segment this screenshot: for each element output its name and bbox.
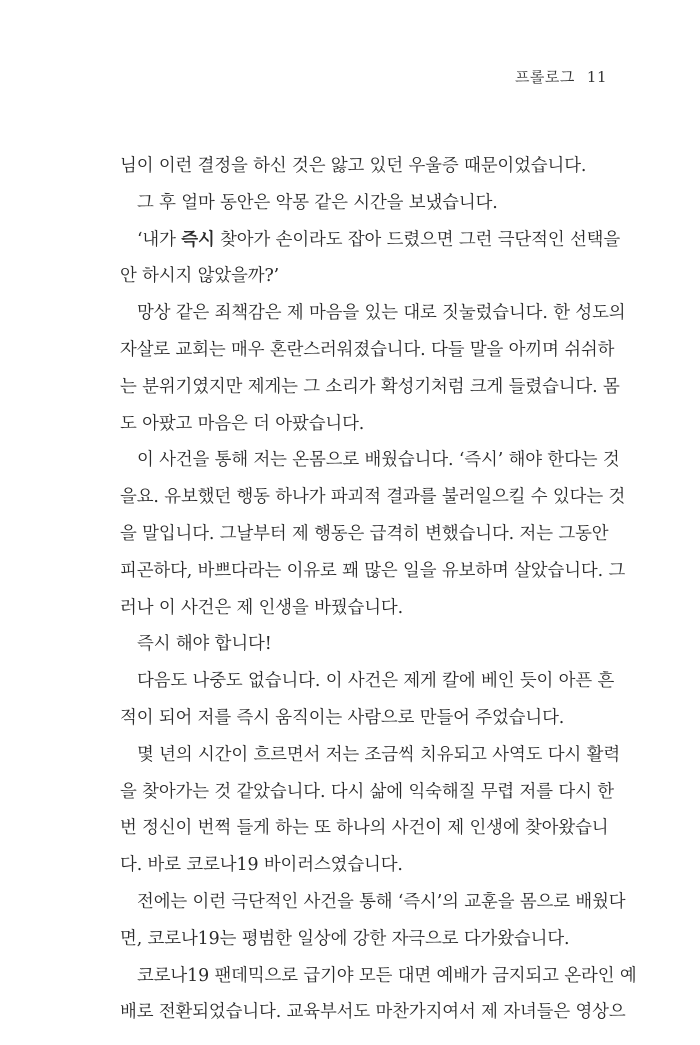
chapter-title: 프롤로그 [514,68,575,86]
text-line: 이 사건을 통해 저는 온몸으로 배웠습니다. ‘즉시’ 해야 한다는 것 [137,450,620,471]
text-line: 러나 이 사건은 제 인생을 바꿨습니다. [120,597,404,618]
text-line: 코로나19 팬데믹으로 급기야 모든 대면 예배가 금지되고 온라인 예 [137,965,637,986]
text-line: 피곤하다, 바쁘다라는 이유로 꽤 많은 일을 유보하며 살았습니다. 그 [120,560,626,581]
text-line: 을 찾아가는 것 같았습니다. 다시 삶에 익숙해질 무렵 저를 다시 한 [120,781,614,802]
text-line: 안 하시지 않았을까?’ [120,266,280,287]
text-segment: 찾아가 손이라도 잡아 드렸으면 그런 극단적인 선택을 [214,229,621,250]
text-line: 번 정신이 번쩍 들게 하는 또 하나의 사건이 제 인생에 찾아왔습니 [120,818,609,839]
text-line: 전에는 이런 극단적인 사건을 통해 ‘즉시’의 교훈을 몸으로 배웠다 [137,891,626,912]
text-line: 망상 같은 죄책감은 제 마음을 있는 대로 짓눌렀습니다. 한 성도의 [137,303,626,324]
text-line: 즉시 해야 합니다! [137,634,272,655]
running-header [515,66,607,87]
text-line: 그 후 얼마 동안은 악몽 같은 시간을 보냈습니다. [137,192,498,213]
text-line [120,222,621,259]
text-line: 을요. 유보했던 행동 하나가 파괴적 결과를 불러일으킬 수 있다는 것 [120,487,626,508]
page-number: 11 [586,68,607,86]
text-line: 적이 되어 저를 즉시 움직이는 사람으로 만들어 주었습니다. [120,707,565,728]
text-line: 면, 코로나19는 평범한 일상에 강한 자극으로 다가왔습니다. [120,928,570,949]
text-line: 몇 년의 시간이 흐르면서 저는 조금씩 치유되고 사역도 다시 활력 [137,744,621,765]
text-line: 는 분위기였지만 제게는 그 소리가 확성기처럼 크게 들렸습니다. 몸 [120,376,620,397]
text-line: 을 말입니다. 그날부터 제 행동은 급격히 변했습니다. 저는 그동안 [120,523,609,544]
emphasis-word: 즉시 [181,229,215,250]
text-line: 다. 바로 코로나19 바이러스였습니다. [120,855,403,876]
text-line: 다음도 나중도 없습니다. 이 사건은 제게 칼에 베인 듯이 아픈 흔 [137,671,615,692]
text-line: 배로 전환되었습니다. 교육부서도 마찬가지여서 제 자녀들은 영상으 [120,1002,626,1023]
text-line: 님이 이런 결정을 하신 것은 앓고 있던 우울증 때문이었습니다. [120,156,587,176]
text-line: 자살로 교회는 매우 혼란스러워졌습니다. 다들 말을 아끼며 쉬쉬하 [120,339,615,360]
body-text [120,148,637,1031]
text-line: 도 아팠고 마음은 더 아팠습니다. [120,413,365,434]
text-segment: ‘내가 [137,229,182,250]
